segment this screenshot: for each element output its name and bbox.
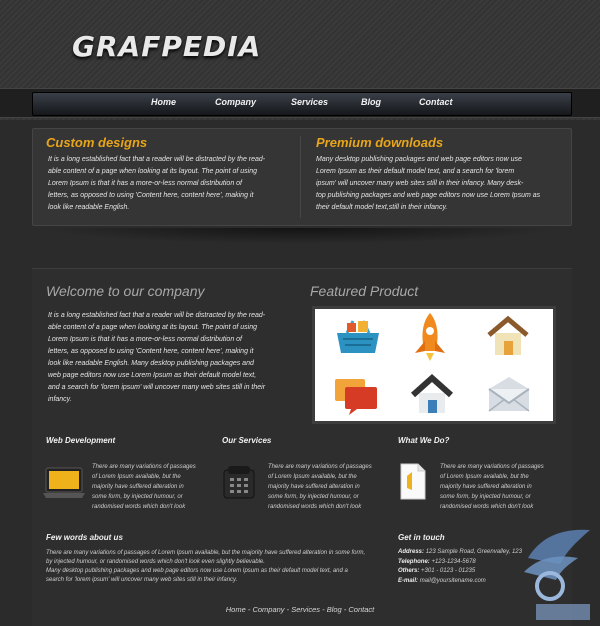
custom-designs-title: Custom designs (46, 135, 148, 150)
our-services-title: Our Services (222, 436, 272, 445)
phone-icon (220, 464, 258, 502)
text-line: letters, as opposed to using 'Content here, content here', making it (48, 348, 254, 355)
text-line: It is a long established fact that a reader will be distracted by the read- (48, 156, 266, 163)
footer-home[interactable]: Home (225, 605, 246, 614)
what-we-do-text (440, 462, 560, 512)
web-development-title: Web Development (46, 436, 116, 445)
rocket-icon[interactable] (407, 311, 453, 363)
text-line: majority have suffered alteration in (440, 484, 532, 490)
footer-nav (0, 605, 600, 614)
footer-separator: - (286, 605, 290, 614)
panel-divider (300, 136, 301, 218)
footer-separator: - (322, 605, 325, 614)
text-line: able content of a page when looking at its layout. The point of using (48, 324, 257, 331)
text-line: top publishing packages and web page editors now use Lorem Ipsum as (316, 192, 541, 199)
address-label: Address: (398, 549, 425, 555)
text-line: of Lorem Ipsum available, but the (440, 474, 529, 480)
document-icon (398, 462, 428, 502)
text-line: randomised words which don't look (268, 504, 362, 510)
text-line: It is a long established fact that a reader will be distracted by the read- (48, 312, 266, 319)
others-value: +301 - 0123 - 01235 (421, 568, 476, 574)
text-line: Lorem Ipsum is that it has a more-or-less normal distribution of (48, 336, 243, 343)
nav-services[interactable]: Services (291, 97, 329, 107)
address-value: 123 Sample Road, Greenvalley, 123 (425, 549, 522, 555)
text-line: There are many variations of passages (268, 464, 372, 470)
text-line: some form, by injected humour, or (92, 494, 183, 500)
text-line: web page editors now use Lorem Ipsum as their default model text, (48, 372, 257, 379)
what-we-do-title: What We Do? (398, 436, 450, 445)
phone-row (398, 558, 522, 568)
address-row (398, 548, 522, 558)
house-icon[interactable] (485, 315, 531, 359)
welcome-text (48, 310, 298, 406)
text-line: letters, as opposed to using 'Content here, content here', making it (48, 192, 254, 199)
text-line: ipsum' will uncover many web sites still in their infancy. Many desk- (316, 180, 524, 187)
email-row (398, 577, 522, 587)
phone-label: Telephone: (398, 558, 430, 565)
text-line: randomised words which don't look (92, 504, 186, 510)
text-line: of Lorem Ipsum available, but the (92, 474, 181, 480)
speech-bubbles-icon[interactable] (331, 373, 381, 417)
about-title: Few words about us (46, 533, 123, 542)
footer-company[interactable]: Company (252, 605, 285, 614)
main-nav (32, 92, 572, 116)
phone-value: +123-1234-5678 (431, 558, 476, 565)
envelope-icon[interactable] (485, 375, 533, 415)
text-line: There are many variations of passages (92, 464, 196, 470)
text-line: majority have suffered alteration in (92, 484, 184, 490)
text-line: There are many variations of passages (440, 464, 544, 470)
basket-icon[interactable] (333, 315, 383, 359)
nav-contact[interactable]: Contact (419, 97, 453, 107)
custom-designs-text (48, 154, 298, 214)
text-line: by injected humour, or randomised words which don't look even slightly believable. (46, 559, 265, 565)
email-label: E-mail: (398, 577, 419, 584)
others-row (398, 567, 522, 577)
house-dark-roof-icon[interactable] (409, 373, 455, 417)
text-line: look like readable English. Many desktop publishing packages and (48, 360, 254, 367)
text-line: able content of a page when looking at its layout. The point of using (48, 168, 257, 175)
welcome-title: Welcome to our company (46, 283, 205, 299)
text-line: Lorem Ipsum as their default model text, and a search for 'lorem (316, 168, 515, 175)
footer-contact[interactable]: Contact (348, 605, 375, 614)
text-line: randomised words which don't look (440, 504, 534, 510)
text-line: some form, by injected humour, or (268, 494, 359, 500)
text-line: search for 'lorem ipsum' will uncover many web sites still in their infancy. (46, 577, 238, 583)
text-line: of Lorem Ipsum available, but the (268, 474, 357, 480)
text-line: Many desktop publishing packages and web page editors now use (316, 156, 522, 163)
featured-title: Featured Product (310, 283, 419, 299)
text-line: Many desktop publishing packages and web page editors now use Lorem Ipsum as their default model text, and a (46, 568, 348, 574)
panel-shadow (40, 228, 560, 244)
featured-products-box (312, 306, 556, 424)
contact-details (398, 548, 522, 586)
text-line: Lorem Ipsum is that it has a more-or-less normal distribution of (48, 180, 243, 187)
web-development-text (92, 462, 212, 512)
nav-company[interactable]: Company (215, 97, 257, 107)
text-line: and a search for 'lorem ipsum' will uncover many web sites still in their (48, 384, 266, 391)
footer-blog[interactable]: Blog (326, 605, 342, 614)
others-label: Others: (398, 568, 420, 574)
nav-blog[interactable]: Blog (361, 97, 381, 107)
text-line: majority have suffered alteration in (268, 484, 360, 490)
premium-downloads-text (316, 154, 566, 214)
get-in-touch-title: Get in touch (398, 533, 445, 542)
site-logo[interactable]: GRAFPEDIA (72, 30, 262, 63)
about-text (46, 549, 391, 585)
footer-services[interactable]: Services (291, 605, 320, 614)
text-line: some form, by injected humour, or (440, 494, 531, 500)
laptop-icon (42, 466, 86, 500)
footer-separator: - (343, 605, 347, 614)
text-line: There are many variations of passages of Lorem Ipsum available, but the majority have suffered alteration in some form, (46, 550, 366, 556)
text-line: their default model text,still in their infancy. (316, 204, 448, 211)
footer-separator: - (247, 605, 251, 614)
nav-home[interactable]: Home (151, 97, 177, 107)
text-line: infancy. (48, 396, 72, 403)
our-services-text (268, 462, 388, 512)
email-value[interactable]: mail@yoursitename.com (419, 577, 486, 584)
text-line: look like readable English. (48, 204, 130, 211)
premium-downloads-title: Premium downloads (316, 135, 444, 150)
